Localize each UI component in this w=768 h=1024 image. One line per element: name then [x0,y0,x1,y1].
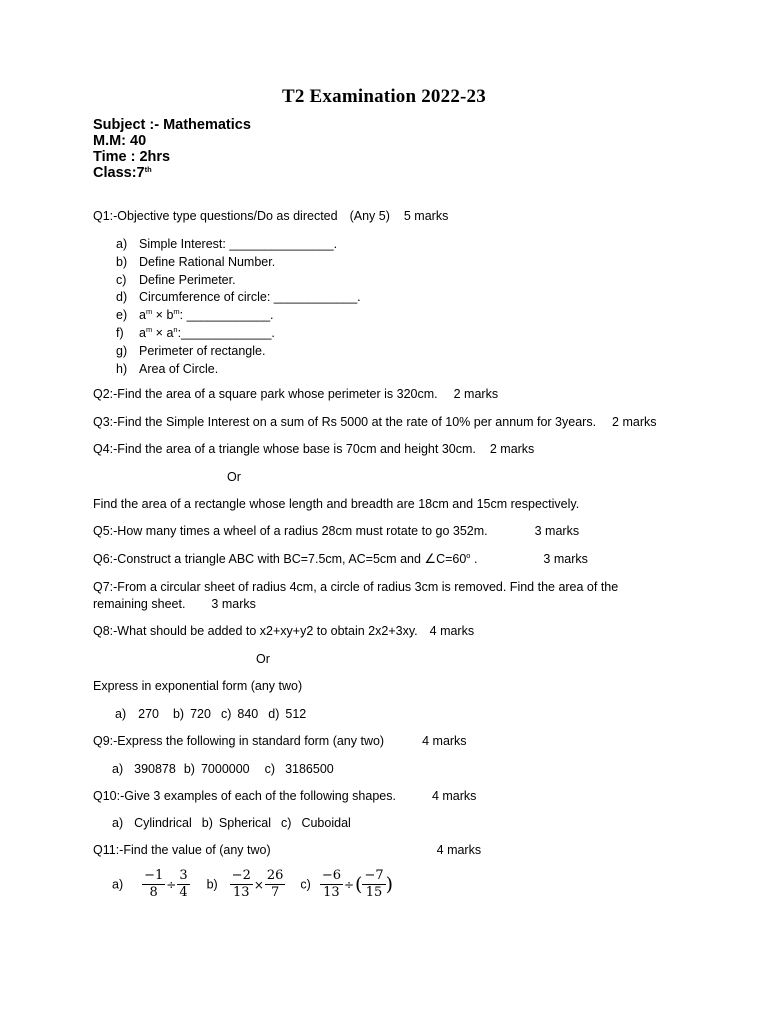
denominator: 13 [232,885,250,900]
base-a: × a [152,325,174,340]
question-8-alternative: Express in exponential form (any two) [93,679,303,693]
item-text [139,307,274,325]
angle-icon: ∠ [424,551,437,566]
option-value: 7000000 [200,762,250,776]
list-item [116,289,361,307]
max-marks-line: M.M: 40 [93,133,147,149]
class-line [93,165,251,181]
option-label: c) [264,762,276,776]
question-text: Q5:-How many times a wheel of a radius 28cm must rotate to go 352m. [93,524,488,538]
option-value: 840 [237,707,259,721]
denominator: 13 [323,885,340,900]
option-value: Cylindrical [134,816,192,830]
base-a: a [139,325,146,340]
question-2 [93,386,498,402]
option-label: c) [220,707,232,721]
question-text-end: . [470,552,478,566]
denominator: 8 [149,885,158,900]
numerator: 26 [266,868,284,883]
question-9 [93,733,467,749]
option-label: b) [201,816,213,830]
degree-mark: o [466,551,471,560]
or-divider: Or [256,652,270,666]
divide-icon: ÷ [166,877,177,892]
item-text: Define Perimeter. [139,272,236,287]
question-marks: 2 marks [489,442,535,456]
fraction [320,868,343,901]
denominator: 7 [271,885,280,900]
fraction [177,868,189,901]
option-value: Spherical [218,816,272,830]
question-text: Q3:-Find the Simple Interest on a sum of Rs 5000 at the rate of 10% per annum for 3years. [93,415,597,429]
question-text: Q1:-Objective type questions/Do as directed [93,209,338,223]
question-1 [93,208,448,224]
question-text: Q2:-Find the area of a square park whose perimeter is 320cm. [93,387,438,401]
question-4 [93,441,534,457]
question-marks: 3 marks [534,524,580,538]
item-label: b) [116,254,128,269]
item-label: a) [116,237,128,251]
item-label: h) [116,361,128,376]
question-marks: 5 marks [403,209,449,223]
item-text [139,325,275,343]
question-text: Q11:-Find the value of (any two) [93,843,271,857]
option-label: b) [206,877,218,892]
q8-options [115,706,306,722]
numerator: −1 [144,868,164,883]
question-text: Q6:-Construct a triangle ABC with BC=7.5cm, AC=5cm and [93,552,425,566]
item-text: Define Rational Number. [139,254,276,269]
question-7: Q7:-From a circular sheet of radius 4cm, a circle of radius 3cm is removed. Find the area of the [93,580,619,594]
option-label: a) [112,877,124,892]
exponent: m [145,324,153,334]
angle-value: C=60 [436,552,467,566]
question-marks: 4 marks [431,789,477,803]
multiply-icon: × [253,877,264,892]
exam-header [93,117,251,181]
question-text: remaining sheet. [93,597,186,611]
item-text: Perimeter of rectangle. [139,343,266,358]
question-text: Q9:-Express the following in standard form (any two) [93,734,385,748]
item-label: e) [116,308,128,323]
option-label: c) [300,877,311,892]
fraction [142,868,165,901]
numerator: −2 [231,868,251,883]
denominator: 15 [365,885,383,900]
option-value: 3186500 [285,762,334,776]
numerator: 3 [179,868,188,883]
option-label: a) [112,762,124,776]
question-3 [93,414,657,430]
option-value: 512 [285,707,307,721]
list-item [116,343,361,361]
fraction [230,868,253,901]
question-marks: 3 marks [543,552,588,566]
fraction [362,868,385,901]
base-b: × b [152,308,174,323]
list-item [116,254,361,272]
question-8 [93,623,474,639]
q10-options [112,815,351,831]
item-label: g) [116,343,128,358]
q9-options [112,761,334,777]
question-7-continued [93,596,256,612]
divide-icon: ÷ [343,877,355,892]
question-marks: 4 marks [422,734,467,748]
option-label: a) [115,707,127,721]
option-value: 720 [190,707,211,721]
page-title: T2 Examination 2022-23 [282,86,486,107]
option-label: d) [268,707,280,721]
exponent: m [145,307,153,317]
any-count: (Any 5) [349,209,390,223]
denominator: 4 [179,885,188,900]
item-label: f) [116,325,124,340]
question-marks: 2 marks [612,415,657,429]
question-11 [93,842,481,858]
question-4-alternative: Find the area of a rectangle whose length and breadth are 18cm and 15cm respectively. [93,497,580,511]
fraction [265,868,286,901]
class-text: Class:7 [93,165,145,181]
question-5 [93,523,579,539]
item-text: Circumference of circle: ____________. [139,290,361,305]
option-value: 390878 [134,762,176,776]
option-label: a) [112,816,124,830]
q11-options [112,868,393,901]
question-text: Q4:-Find the area of a triangle whose base is 70cm and height 30cm. [93,442,476,456]
question-text: Q10:-Give 3 examples of each of the following shapes. [93,789,396,803]
base-a: a [139,308,146,323]
question-marks: 4 marks [429,624,475,638]
subject-line: Subject :- Mathematics [93,117,251,133]
option-label: b) [172,707,185,721]
list-item [116,307,361,325]
list-item [116,236,361,254]
question-10 [93,788,476,804]
option-label: c) [281,816,292,830]
numerator: −7 [364,868,384,883]
question-marks: 2 marks [453,387,499,401]
q1-sublist [116,236,361,378]
question-6 [93,551,588,567]
list-item [116,361,361,379]
item-label: c) [116,272,127,287]
time-line: Time : 2hrs [93,149,171,165]
list-item [116,325,361,343]
option-value: Cuboidal [301,816,351,830]
blank: : ____________. [179,308,274,323]
right-paren: ) [385,873,394,896]
left-paren: ( [355,873,363,896]
item-text: Simple Interest: _______________. [139,237,338,251]
exponent: n [173,324,178,334]
option-value: 270 [138,707,159,721]
list-item [116,272,361,290]
class-superscript: th [144,165,152,174]
question-marks: 4 marks [436,843,482,857]
option-label: b) [183,762,195,776]
exponent: m [173,307,180,317]
question-text: Q8:-What should be added to x2+xy+y2 to obtain 2x2+3xy. [93,624,418,638]
item-text: Area of Circle. [139,361,219,376]
question-marks: 3 marks [211,597,256,611]
or-divider: Or [227,470,241,484]
numerator: −6 [321,868,341,883]
item-label: d) [116,290,128,305]
blank: :_____________. [177,325,275,340]
